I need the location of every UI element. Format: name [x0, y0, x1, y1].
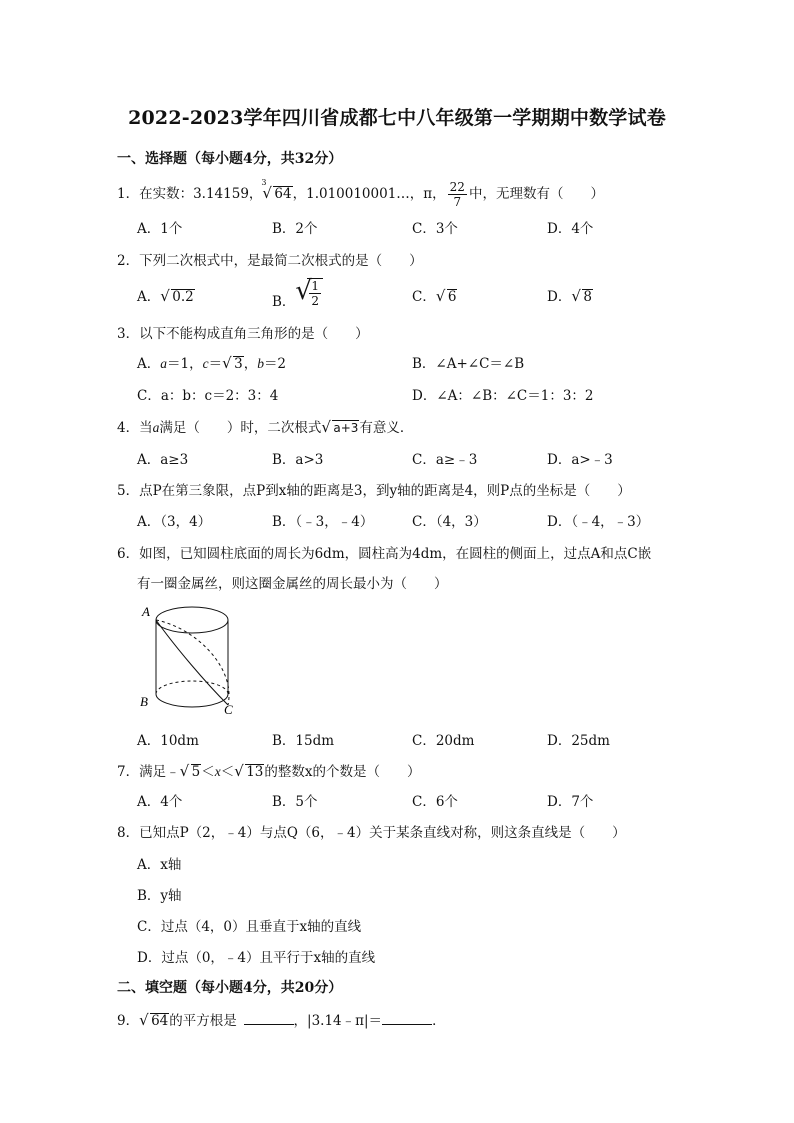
q3-a-text-3: ， — [243, 356, 258, 372]
cylinder-bottom-front-arc — [156, 694, 228, 707]
q7-option-c[interactable]: C．6个 — [412, 794, 458, 810]
q1-fraction-denominator: 7 — [453, 195, 462, 209]
q2-option-b-label: B． — [272, 294, 296, 310]
question-8: 8．已知点P（2，﹣4）与点Q（6，﹣4）关于某条直线对称，则这条直线是（ ） — [117, 825, 626, 841]
label-c: C — [224, 702, 233, 717]
q3-a-sqrt — [222, 356, 244, 372]
q3-a-text-1: ＝1， — [167, 356, 203, 372]
q2-option-c-label: C． — [412, 289, 436, 305]
q8-option-d[interactable]: D．过点（0，﹣4）且平行于x轴的直线 — [137, 950, 376, 966]
q9-answer-blank-1[interactable] — [244, 1012, 294, 1025]
q4-sqrt — [321, 420, 359, 436]
question-7 — [117, 760, 421, 780]
q7-lt-2: ＜ — [220, 764, 235, 780]
q2-option-d-radicand: 8 — [583, 289, 592, 305]
q6-option-b[interactable]: B．15dm — [272, 733, 335, 749]
q3-a-text-4: ＝2 — [263, 356, 287, 372]
q3-a-radicand: 3 — [234, 356, 243, 372]
radical-sign: √ — [262, 184, 272, 202]
q1-fraction — [448, 180, 467, 209]
q4-option-d[interactable]: D．a>﹣3 — [547, 452, 613, 468]
q7-option-a[interactable]: A．4个 — [137, 794, 183, 810]
q2-option-a-sqrt — [160, 289, 194, 305]
q7-option-d[interactable]: D．7个 — [547, 794, 594, 810]
q9-suffix: ． — [432, 1013, 446, 1029]
q5-option-d[interactable]: D．（﹣4，﹣3） — [547, 514, 650, 530]
q4-radicand: a+3 — [333, 421, 359, 435]
q7-option-b[interactable]: B．5个 — [272, 794, 318, 810]
cylinder-top-ellipse — [156, 607, 228, 633]
q9-mid: 的平方根是 — [169, 1013, 237, 1029]
q4-suffix: 有意义． — [359, 420, 414, 436]
q8-option-a[interactable]: A．x轴 — [137, 857, 182, 873]
q9-radicand: 64 — [151, 1013, 169, 1029]
q9-prefix: 9． — [117, 1013, 140, 1029]
radical-sign: √ — [295, 276, 312, 306]
q1-suffix: 中，无理数有（ ） — [468, 186, 604, 202]
radical-sign: √ — [571, 287, 581, 305]
q9-mid-2: ，|3.14﹣π|＝ — [293, 1013, 383, 1029]
q8-option-c[interactable]: C．过点（4，0）且垂直于x轴的直线 — [137, 919, 362, 935]
question-3: 3．以下不能构成直角三角形的是（ ） — [117, 326, 369, 342]
q7-sqrt-13 — [234, 764, 264, 780]
radical-sign: √ — [160, 287, 170, 305]
q6-option-d[interactable]: D．25dm — [547, 733, 610, 749]
question-6-line-2: 有一圈金属丝，则这圈金属丝的周长最小为（ ） — [137, 576, 448, 592]
question-4 — [117, 416, 413, 436]
q4-var: a — [152, 420, 160, 435]
q2-option-d[interactable] — [547, 285, 593, 305]
label-b: B — [140, 694, 148, 709]
q1-cube-root — [261, 178, 292, 202]
q1-option-b[interactable]: B．2个 — [272, 221, 318, 237]
q2-option-b-sqrt — [295, 276, 323, 308]
q1-cube-root-index: 3 — [261, 178, 267, 187]
q3-a-text-2: ＝ — [208, 356, 223, 372]
q2-option-d-sqrt — [571, 289, 593, 305]
q1-prefix: 1．在实数：3.14159， — [117, 186, 263, 202]
q7-var: x — [214, 764, 221, 779]
question-9 — [117, 1009, 446, 1029]
question-5: 5．点P在第三象限，点P到x轴的距离是3，到y轴的距离是4，则P点的坐标是（ ） — [117, 483, 631, 499]
radical-sign: √ — [234, 762, 244, 780]
q2-option-c-radicand: 6 — [447, 289, 457, 305]
question-1 — [117, 180, 604, 209]
q1-cube-root-radicand: 64 — [274, 186, 292, 202]
q3-option-c[interactable]: C．a：b：c＝2：3：4 — [137, 388, 279, 404]
radical-sign: √ — [179, 762, 190, 780]
q6-option-c[interactable]: C．20dm — [412, 733, 475, 749]
q3-a-label: A． — [137, 356, 161, 372]
q2-option-a-radicand: 0.2 — [172, 289, 194, 305]
section-fill-heading: 二、填空题（每小题4分，共20分） — [117, 980, 343, 996]
q3-option-d[interactable]: D．∠A：∠B：∠C＝1：3：2 — [412, 388, 594, 404]
q1-option-a[interactable]: A．1个 — [137, 221, 183, 237]
q7-radicand-1: 5 — [191, 764, 201, 780]
q2-option-a-label: A． — [137, 289, 161, 305]
q3-a-var-b: b — [257, 356, 264, 371]
q4-option-a[interactable]: A．a≥3 — [137, 452, 189, 468]
q8-option-b[interactable]: B．y轴 — [137, 888, 182, 904]
q1-mid: ，1.010010001…，π， — [292, 186, 446, 202]
q2-option-d-label: D． — [547, 289, 572, 305]
q4-prefix: 4．当 — [117, 420, 153, 436]
cylinder-figure — [136, 598, 246, 720]
q6-option-a[interactable]: A．10dm — [137, 733, 199, 749]
q2-option-b[interactable] — [272, 276, 323, 308]
q5-option-a[interactable]: A．（3，4） — [137, 514, 212, 530]
q5-option-b[interactable]: B．（﹣3，﹣4） — [272, 514, 374, 530]
q2-option-b-numerator: 1 — [311, 279, 320, 293]
question-2: 2．下列二次根式中，是最简二次根式的是（ ） — [117, 253, 423, 269]
page-title: 2022-2023学年四川省成都七中八年级第一学期期中数学试卷 — [128, 107, 666, 129]
q2-option-b-denominator: 2 — [311, 294, 320, 308]
question-6-line-1: 6．如图，已知圆柱底面的周长为6dm，圆柱高为4dm，在圆柱的侧面上，过点A和点C嵌 — [117, 546, 652, 562]
q4-option-c[interactable]: C．a≥﹣3 — [412, 452, 478, 468]
q3-option-b[interactable]: B．∠A+∠C＝∠B — [412, 356, 525, 372]
q1-option-c[interactable]: C．3个 — [412, 221, 458, 237]
radical-sign: √ — [321, 418, 331, 436]
q7-lt-1: ＜ — [201, 764, 215, 780]
q2-option-c-sqrt — [436, 289, 458, 305]
q1-option-d[interactable]: D．4个 — [547, 221, 594, 237]
radical-sign: √ — [222, 354, 232, 372]
q7-prefix: 7．满足﹣ — [117, 764, 180, 780]
q9-answer-blank-2[interactable] — [382, 1012, 432, 1025]
q5-option-c[interactable]: C．（4，3） — [412, 514, 487, 530]
radical-sign: √ — [435, 287, 446, 305]
q3-a-var-c: c — [202, 356, 209, 371]
q2-option-a[interactable] — [137, 285, 195, 305]
q9-sqrt — [139, 1013, 169, 1029]
q3-a-var-a: a — [160, 356, 167, 371]
section-choice-heading: 一、选择题（每小题4分，共32分） — [117, 151, 343, 167]
radical-sign: √ — [139, 1011, 149, 1029]
q4-mid: 满足（ ）时，二次根式 — [159, 420, 322, 436]
label-a: A — [142, 604, 150, 619]
q1-fraction-numerator: 22 — [449, 180, 465, 194]
q7-radicand-2: 13 — [246, 764, 264, 780]
q7-sqrt-5 — [180, 764, 202, 780]
q3-option-a[interactable] — [137, 352, 286, 372]
q2-option-c[interactable] — [412, 285, 457, 305]
cylinder-bottom-back-arc — [156, 681, 228, 694]
q4-option-b[interactable]: B．a>3 — [272, 452, 324, 468]
q7-suffix: 的整数x的个数是（ ） — [264, 764, 421, 780]
